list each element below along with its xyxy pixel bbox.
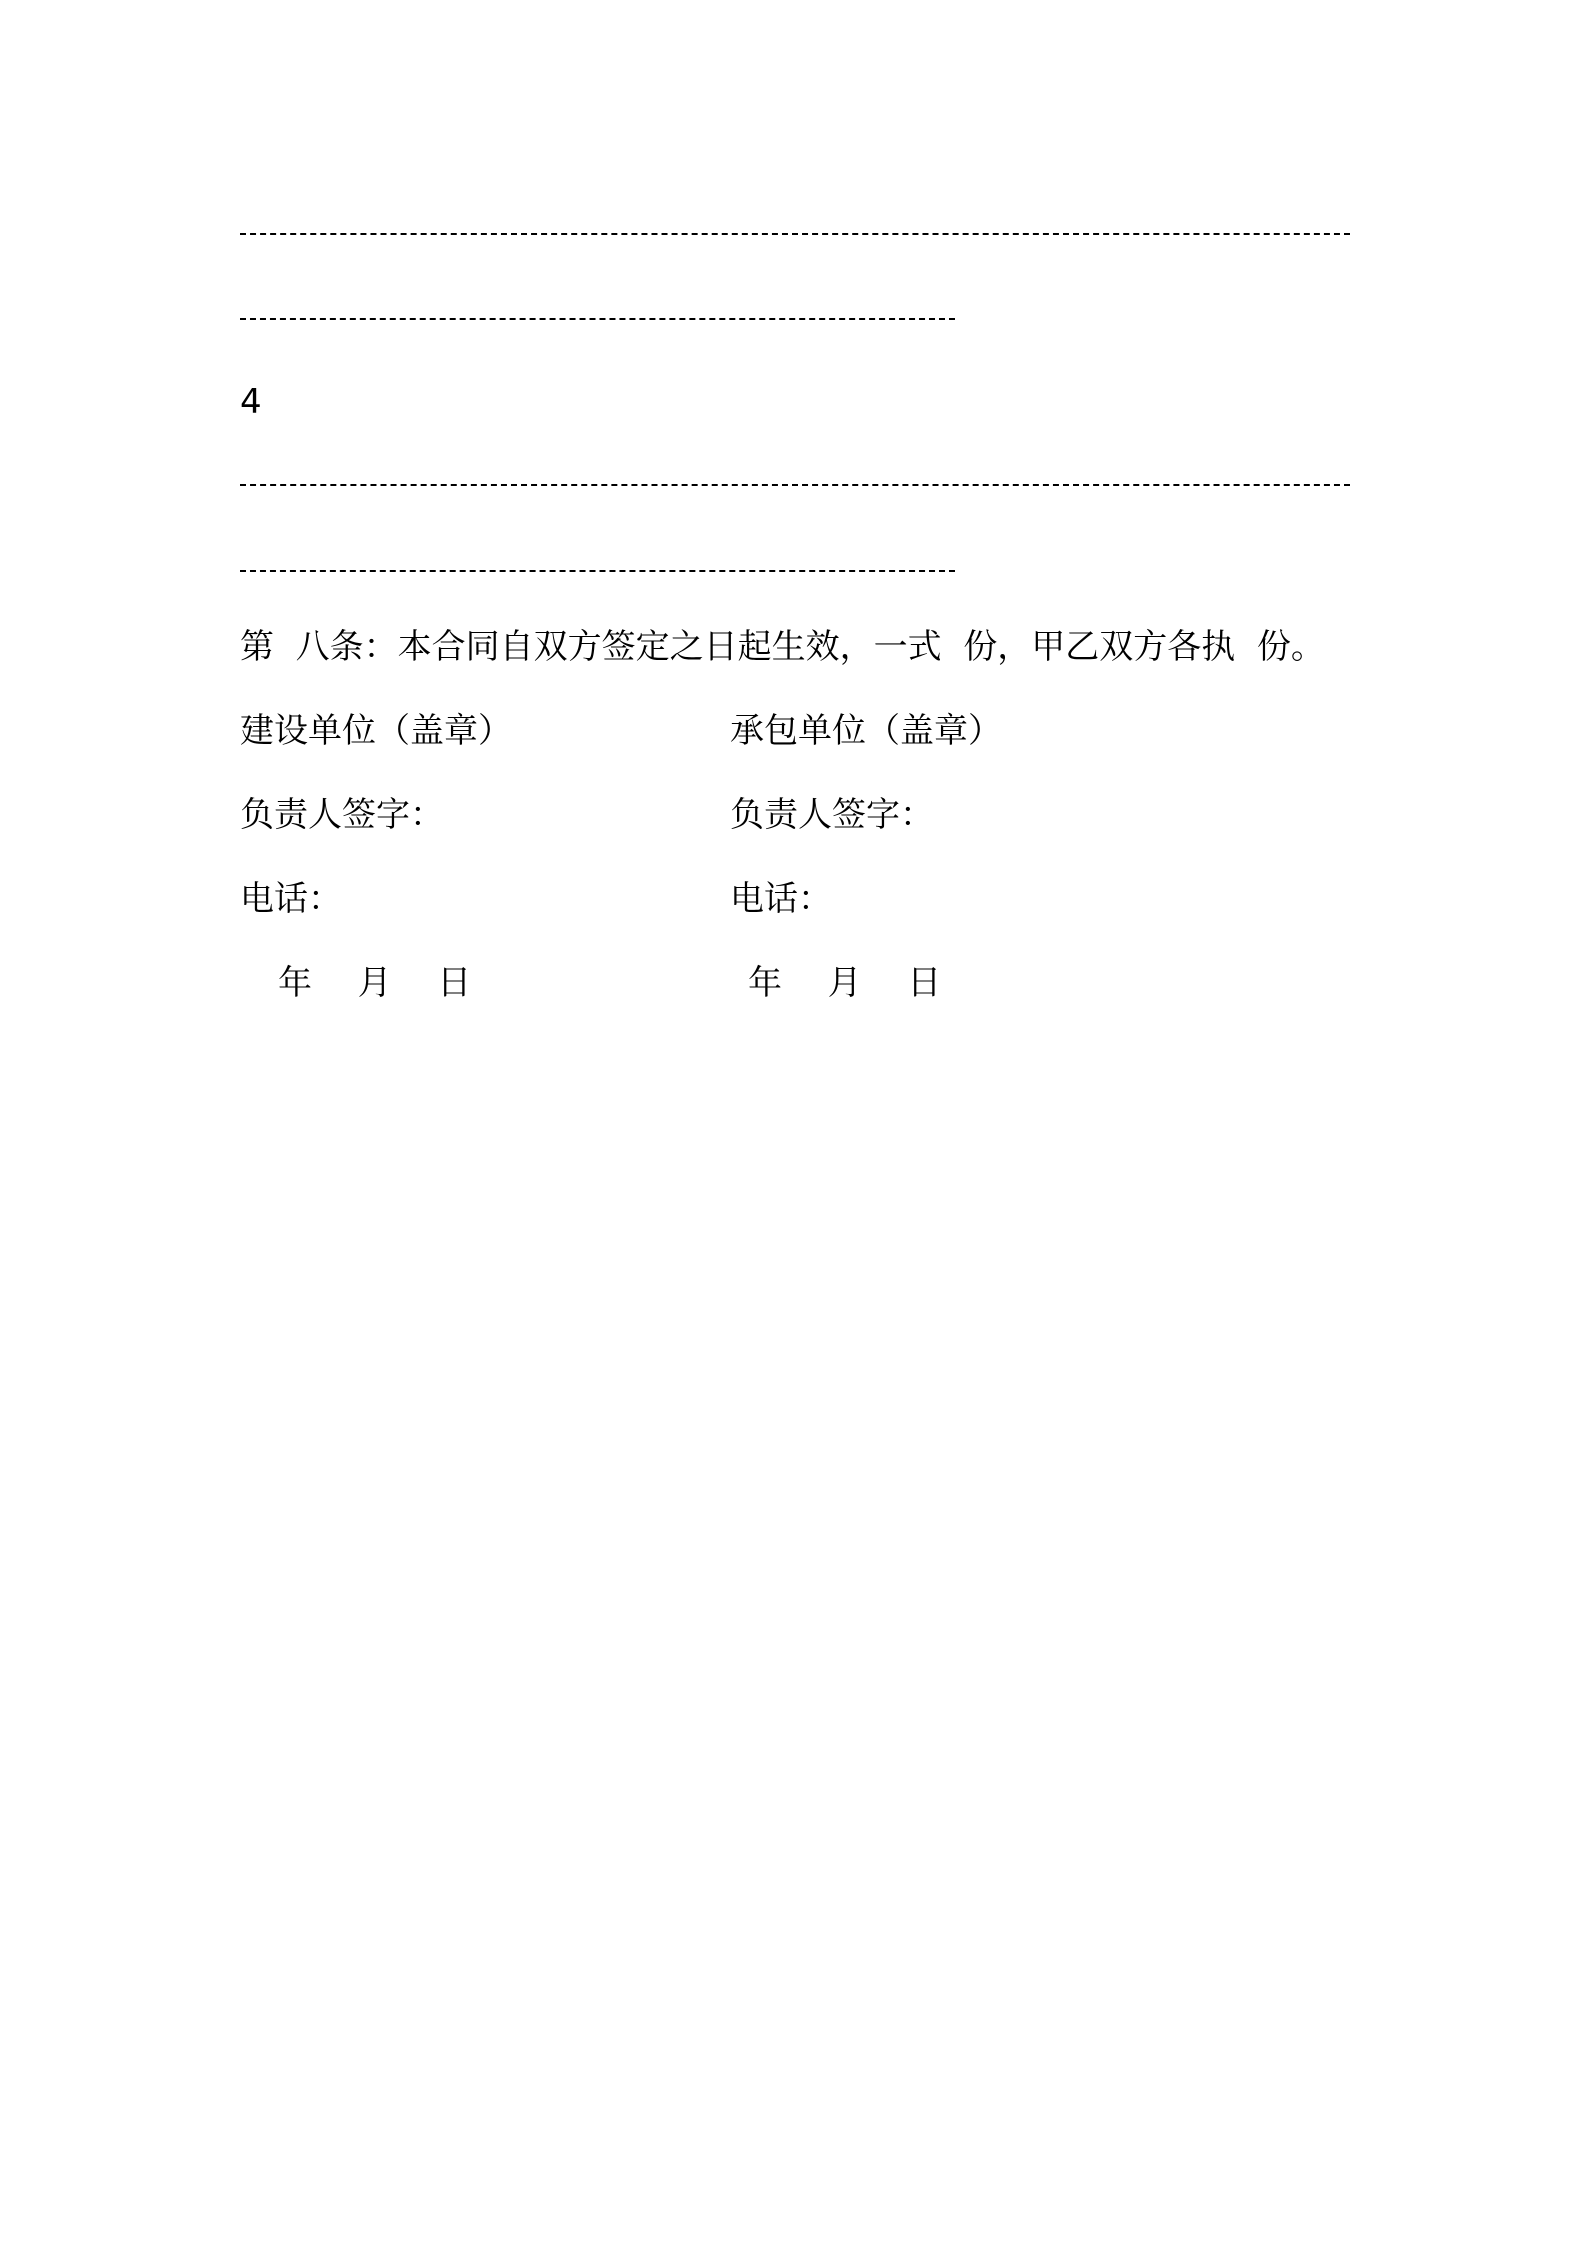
dashed-separator-1 [240,233,1350,235]
dashed-separator-4 [240,570,955,572]
dashed-separator-3 [240,484,1350,486]
contractor-unit-label: 承包单位（盖章） [730,711,1002,751]
contractor-phone-label: 电话： [730,879,832,919]
dashed-separator-2 [240,318,955,320]
page-number: 4 [240,382,262,422]
construction-unit-label: 建设单位（盖章） [240,711,512,751]
contractor-signature-label: 负责人签字： [730,795,934,835]
construction-signature-label: 负责人签字： [240,795,444,835]
construction-phone-label: 电话： [240,879,342,919]
article-eight-text: 第 八条：本合同自双方签定之日起生效，一式 份，甲乙双方各执 份。 [240,627,1325,667]
construction-date-label: 年 月 日 [278,963,472,1003]
contractor-date-label: 年 月 日 [748,963,942,1003]
